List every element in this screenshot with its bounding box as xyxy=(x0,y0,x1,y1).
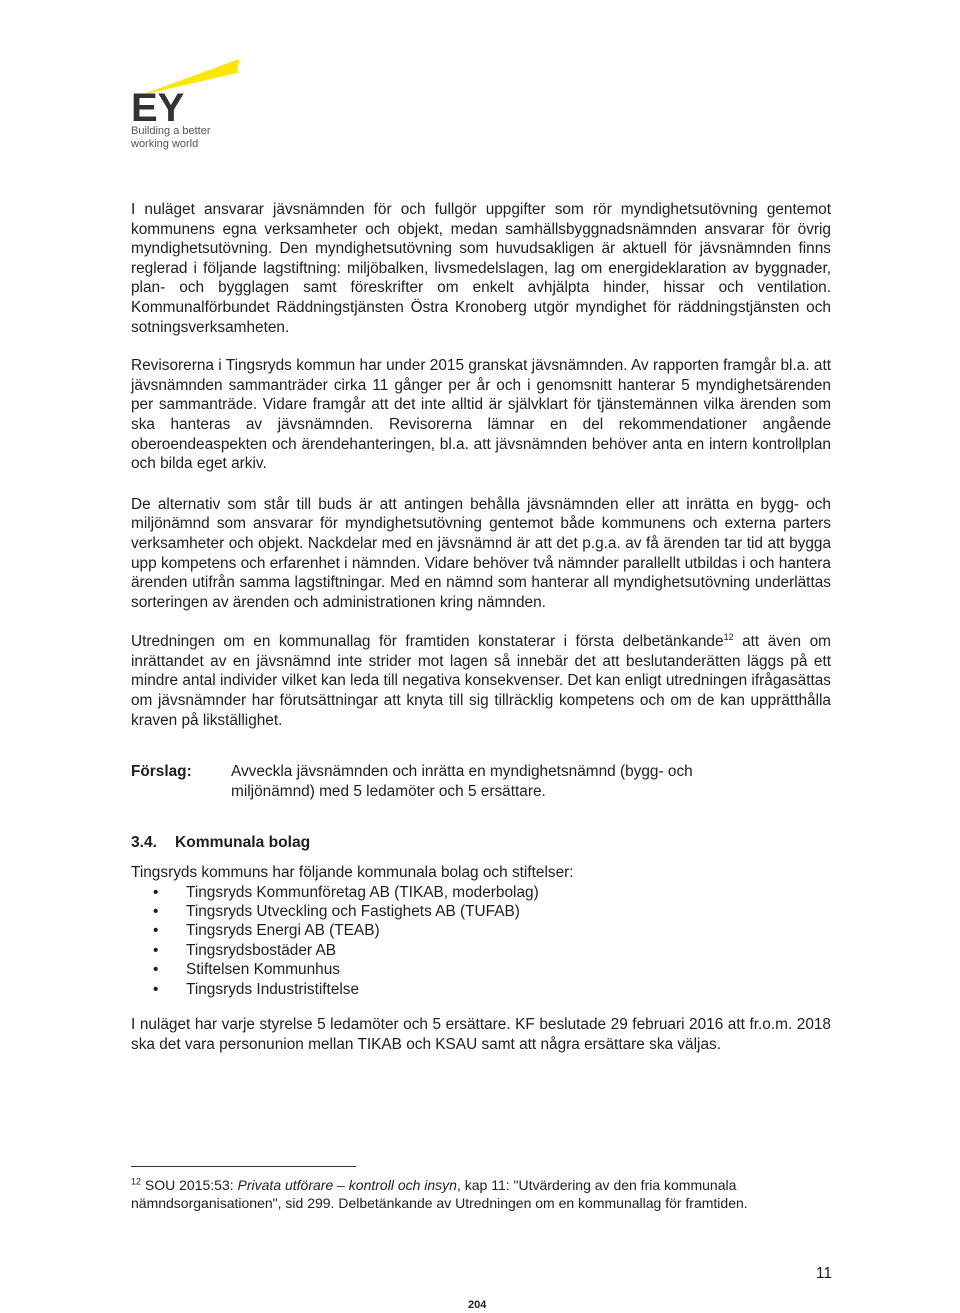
footnote-divider xyxy=(131,1166,356,1167)
list-item: • Stiftelsen Kommunhus xyxy=(131,960,831,979)
paragraph-inquiry xyxy=(131,632,831,730)
logo-tagline xyxy=(131,125,251,151)
list-item: • Tingsrydsbostäder AB xyxy=(131,941,831,960)
footnote-number: 12 xyxy=(131,1176,142,1187)
page-number: 11 xyxy=(815,1265,832,1282)
logo-text: EY xyxy=(131,86,185,123)
ey-logo xyxy=(131,55,251,151)
document-body xyxy=(131,200,831,1054)
footnote-text-2: , kap 11: "Utvärdering av den fria kommunala nämndsorganisationen", sid 299. Delbetänkande av Utredningen om en kommunallag för framtiden. xyxy=(131,1177,748,1211)
proposal-text: Avveckla jävsnämnden och inrätta en myndighetsnämnd (bygg- och miljönämnd) med 5 ledamöter och 5 ersättare. xyxy=(231,763,693,800)
inquiry-text-end: att även om inrättandet av en jävsnämnd inte strider mot lagen så innebär det att beslutanderätten läggs på ett mindre antal individer vilket kan leda till negativa konsekvenser. Det kan enligt utredningen ifrågasättas om jävsnämnder har förutsättningar att knyta till sig tillräcklig kompetens och om de kan upprätthålla kraven på likställighet. xyxy=(131,633,831,729)
ey-logo-mark xyxy=(131,55,241,123)
paragraph-audit: Revisorerna i Tingsryds kommun har under 2015 granskat jävsnämnden. Av rapporten framgår bl.a. att jävsnämnden sammanträder cirka 11 gånger per år och i genomsnitt hanterar 5 myndighetsärenden per sammanträde. Vidare framgår att det inte alltid är självklart för tjänstemännen vilka ärenden som ska hanteras av jävsnämnden. Revisorerna lämnar en del rekommendationer angående oberoendeaspekten och ärendehanteringen, bl.a. att jävsnämnden behöver anta en intern kontrollplan och bilda eget arkiv. xyxy=(131,357,831,473)
paragraph-alternatives: De alternativ som står till buds är att antingen behålla jävsnämnden eller att inrätta en bygg- och miljönämnd som ansvarar för myndighetsutövning gentemot både kommunens och externa parters verksamheter och objekt. Nackdelar med en jävsnämnd är att det p.g.a. av få ärenden tar tid att bygga upp kompetens och erfarenhet i nämnden. Vidare behöver två nämnder parallellt utbildas i och hantera ärenden utifrån samma lagstiftningar. Med en nämnd som hanterar all myndighetsutövning underlättas sorteringen av ärenden och administrationen kring nämnden. xyxy=(131,495,831,611)
footnote-reference: 12 xyxy=(723,632,734,643)
tagline-line-1: Building a better xyxy=(131,125,211,137)
footnote xyxy=(131,1176,831,1212)
footnote-text-1: SOU 2015:53: xyxy=(141,1177,238,1193)
list-item: • Tingsryds Industristiftelse xyxy=(131,980,831,999)
list-item: • Tingsryds Energi AB (TEAB) xyxy=(131,921,831,940)
inquiry-text-start: Utredningen om en kommunallag för framtiden konstaterar i första delbetänkande xyxy=(131,633,724,651)
proposal-block xyxy=(131,762,831,801)
document-number: 204 xyxy=(468,1299,487,1311)
company-list xyxy=(131,883,831,999)
proposal-label: Förslag: xyxy=(131,763,192,781)
section-heading xyxy=(131,833,831,853)
tagline-line-2: working world xyxy=(131,138,199,150)
section-closing: I nuläget har varje styrelse 5 ledamöter och 5 ersättare. KF beslutade 29 februari 2016 att fr.o.m. 2018 ska det vara personunion mellan TIKAB och KSAU samt att några ersättare ska väljas. xyxy=(131,1016,831,1053)
paragraph-jav-responsibility: I nuläget ansvarar jävsnämnden för och fullgör uppgifter som rör myndighetsutövning gentemot kommunens egna verksamheter och objekt, medan samhällsbyggnadsnämnden ansvarar för övrig myndighetsutövning. Den myndighetsutövning som huvudsakligen är aktuell för jävsnämnden finns reglerad i följande lagstiftning: miljöbalken, livsmedelslagen, lag om energideklaration av byggnader, plan- och bygglagen samt föreskrifter om enkelt avhjälpta hinder, hissar och ventilation. Kommunalförbundet Räddningstjänsten Östra Kronoberg utgör myndighet för räddningstjänsten och sotningsverksamheten. xyxy=(131,201,831,336)
section-intro: Tingsryds kommuns har följande kommunala bolag och stiftelser: xyxy=(131,864,574,882)
footnote-title: Privata utförare – kontroll och insyn xyxy=(237,1177,457,1193)
list-item: • Tingsryds Utveckling och Fastighets AB (TUFAB) xyxy=(131,902,831,921)
list-item: • Tingsryds Kommunföretag AB (TIKAB, moderbolag) xyxy=(131,883,831,902)
section-number: 3.4. xyxy=(131,834,158,852)
section-title: Kommunala bolag xyxy=(175,834,311,852)
